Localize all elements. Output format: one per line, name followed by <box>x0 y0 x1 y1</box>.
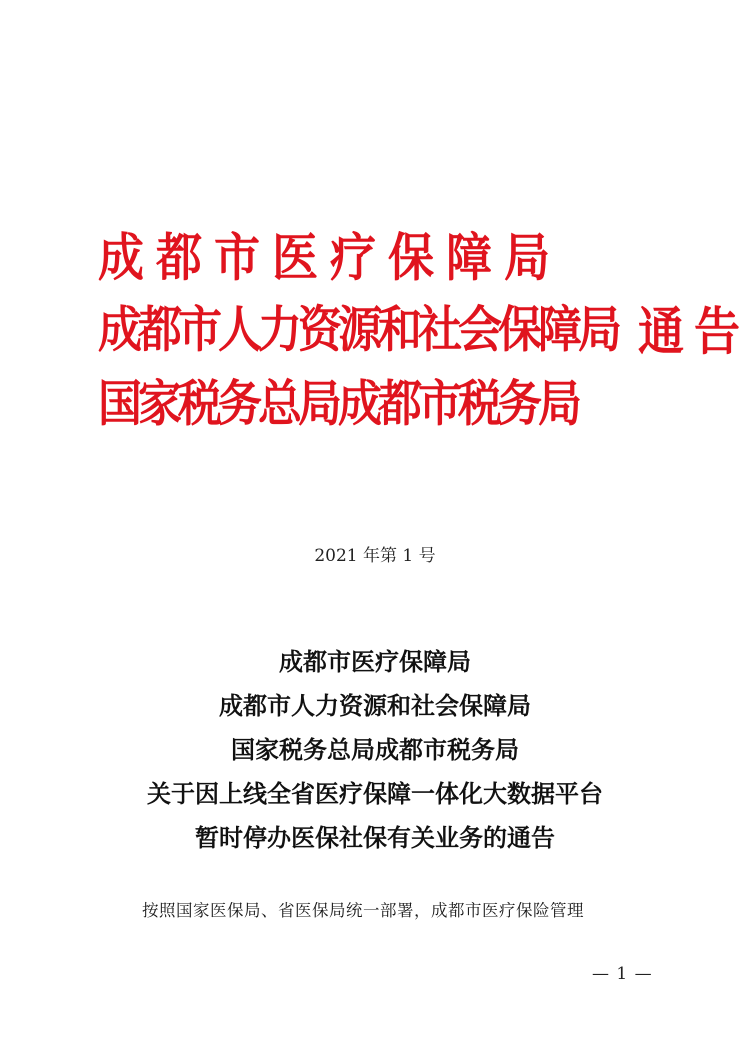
header-line-tax-bureau: 国家税务总局成都市税务局 <box>98 375 578 433</box>
header-line-hr-social-security-bureau <box>98 301 750 369</box>
title-line: 暂时停办医保社保有关业务的通告 <box>195 824 555 852</box>
title-line: 成都市人力资源和社会保障局 <box>219 692 531 720</box>
document-number: 2021 年第 1 号 <box>314 546 436 566</box>
body-paragraph: 按照国家医保局、省医保局统一部署，成都市医疗保险管理 <box>142 901 584 920</box>
document-title <box>0 640 750 860</box>
issuing-authorities-header <box>98 227 750 454</box>
title-line: 国家税务总局成都市税务局 <box>231 736 519 764</box>
page-number: — 1 — <box>592 964 653 984</box>
title-line: 关于因上线全省医疗保障一体化大数据平台 <box>147 780 603 808</box>
header-org-hr-social-security: 成都市人力资源和社会保障局 <box>98 301 618 359</box>
header-line-medical-security-bureau: 成都市医疗保障局 <box>98 227 562 288</box>
title-line: 成都市医疗保障局 <box>279 648 471 676</box>
header-notice-label: 通告 <box>638 301 750 362</box>
